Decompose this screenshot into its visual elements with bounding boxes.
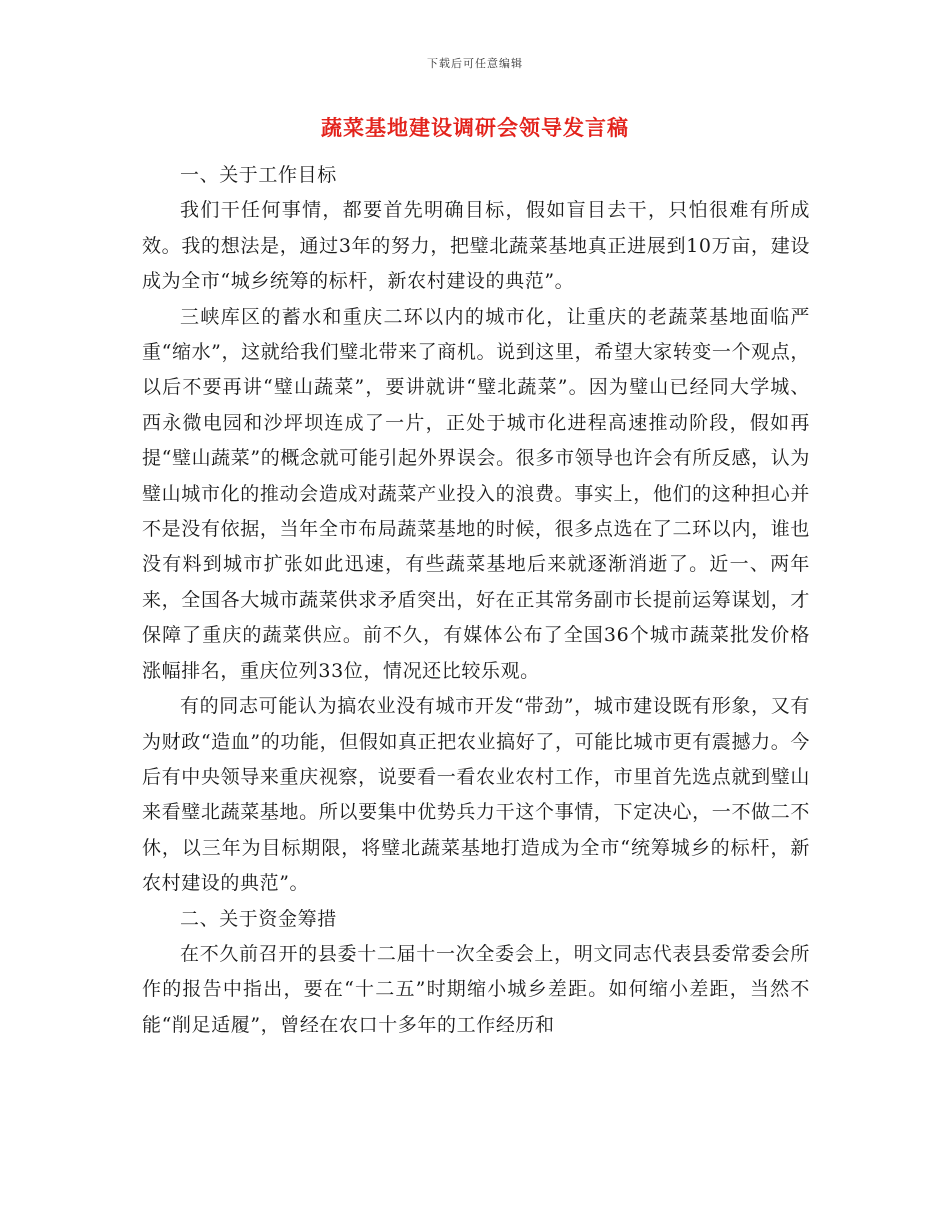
document-title: 蔬菜基地建设调研会领导发言稿	[321, 115, 629, 140]
paragraph-goals-1: 我们干任何事情，都要首先明确目标，假如盲目去干，只怕很难有所成效。我的想法是，通过3年的努力，把璧北蔬菜基地真正进展到10万亩，建设成为全市“城乡统筹的标杆，新农村建设的典范”。	[142, 199, 810, 293]
section-heading-funding: 二、关于资金筹措	[180, 907, 337, 930]
paragraph-goals-3: 有的同志可能认为搞农业没有城市开发“带劲”，城市建设既有形象，又有为财政“造血”的功能，但假如真正把农业搞好了，可能比城市更有震撼力。今后有中央领导来重庆视察，说要看一看农业农村工作，市里首先选点就到璧山来看璧北蔬菜基地。所以要集中优势兵力干这个事情，下定决心，一不做二不休，以三年为目标期限，将璧北蔬菜基地打造成为全市“统筹城乡的标杆，新农村建设的典范”。	[142, 695, 810, 895]
document-body	[142, 158, 810, 1043]
section-heading-goals: 一、关于工作目标	[180, 164, 337, 186]
paragraph-goals-2: 三峡库区的蓄水和重庆二环以内的城市化，让重庆的老蔬菜基地面临严重“缩水”，这就给我们璧北带来了商机。说到这里，希望大家转变一个观点，以后不要再讲“璧山蔬菜”，要讲就讲“璧北蔬菜”。因为璧山已经同大学城、西永微电园和沙坪坝连成了一片，正处于城市化进程高速推动阶段，假如再提“璧山蔬菜”的概念就可能引起外界误会。很多市领导也许会有所反感，认为璧山城市化的推动会造成对蔬菜产业投入的浪费。事实上，他们的这种担心并不是没有依据，当年全市布局蔬菜基地的时候，很多点选在了二环以内，谁也没有料到城市扩张如此迅速，有些蔬菜基地后来就逐渐消逝了。近一、两年来，全国各大城市蔬菜供求矛盾突出，好在正其常务副市长提前运筹谋划，才保障了重庆的蔬菜供应。前不久，有媒体公布了全国36个城市蔬菜批发价格涨幅排名，重庆位列33位，情况还比较乐观。	[142, 305, 810, 682]
header-note: 下载后可任意编辑	[427, 57, 523, 70]
paragraph-funding-1: 在不久前召开的县委十二届十一次全委会上，明文同志代表县委常委会所作的报告中指出，要在“十二五”时期缩小城乡差距。如何缩小差距，当然不能“削足适履”，曾经在农口十多年的工作经历和	[142, 942, 810, 1036]
